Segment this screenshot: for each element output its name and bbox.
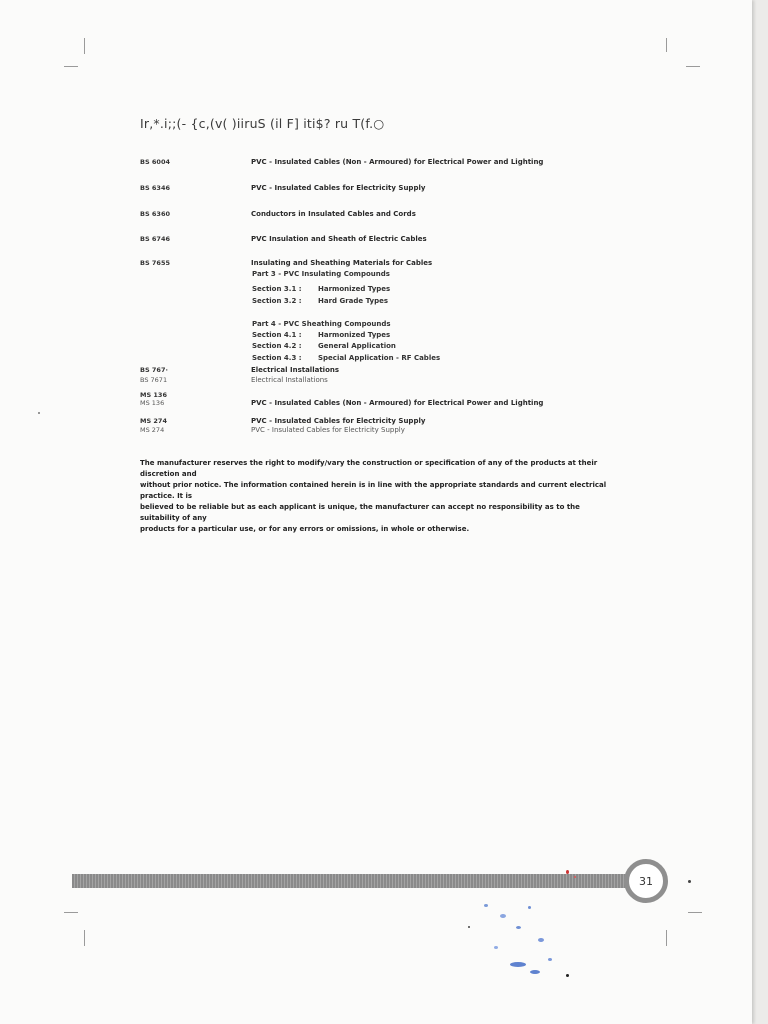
standard-description: Electrical Installations [251,366,340,374]
standard-description: Insulating and Sheathing Materials for Cables [251,259,433,267]
ink-speck [566,974,569,977]
standard-description: PVC - Insulated Cables for Electricity Supply [251,417,426,425]
subsection-label: Section 4.1 : [252,331,302,339]
standard-description: PVC Insulation and Sheath of Electric Cables [251,235,427,243]
subsection-label: Section 4.3 : [252,354,302,362]
standard-description: PVC - Insulated Cables for Electricity Supply [251,426,405,434]
ink-speck [548,958,552,961]
crop-mark [84,38,85,54]
subsection-label: Section 3.1 : [252,285,302,293]
crop-mark [688,912,702,913]
standard-code: BS 6360 [140,210,170,218]
page-number: 31 [639,874,653,888]
standard-description: PVC - Insulated Cables (Non - Armoured) for Electrical Power and Lighting [251,399,544,407]
standard-code: MS 274 [140,426,165,434]
disclaimer-line: products for a particular use, or for any errors or omissions, in whole or otherwise. [140,525,470,533]
crop-mark [84,930,85,946]
disclaimer-line: The manufacturer reserves the right to modify/vary the construction or specification of any of the products at their discretion and [140,459,598,478]
standard-description: Conductors in Insulated Cables and Cords [251,210,416,218]
crop-mark [666,930,667,946]
standard-description: Electrical Installations [251,376,328,384]
crop-mark [64,66,78,67]
subsection-value: Harmonized Types [318,285,391,293]
subsection-label: Section 4.2 : [252,342,302,350]
ink-speck [528,906,531,909]
standard-code: MS 136 [140,399,165,407]
subsection-value: Special Application - RF Cables [318,354,441,362]
ink-speck [516,926,521,929]
disclaimer [140,458,608,535]
standard-description: PVC - Insulated Cables for Electricity Supply [251,184,426,192]
ink-speck [688,880,691,883]
crop-mark [64,912,78,913]
page-number-badge [624,859,668,903]
page-title: Ir,*.i;;(- {c,(v( )iiruS (il F] iti$? ru T(f.○ [140,116,385,131]
ink-speck [494,946,498,949]
crop-mark [686,66,700,67]
standard-description: PVC - Insulated Cables (Non - Armoured) for Electrical Power and Lighting [251,158,544,166]
crop-mark [666,38,667,52]
standard-code: BS 7655 [140,259,170,267]
ink-speck [566,870,569,874]
standard-code: MS 136 [140,391,167,399]
document-page: Ir,*.i;;(- {c,(v( )iiruS (il F] iti$? ru T(f.○ BS 6004 PVC - Insulated Cables (Non - Armoured) for Electrical Power and Lighting BS 6346 PVC - Insulated Cables for Electricity Supply BS 6360 Conductors in Insulated Cables and Cords BS 6746 PVC Insulation and Sheath of Electric Cables BS 7655 Insulating and Sheathing Materials for Cables Part 3 - PVC Insulating Compounds Section 3.1 : Harmonized Types Section 3.2 : Hard Grade Types Part 4 - PVC Sheathing Compounds Section 4.1 : Harmonized Types Section 4.2 : General Application Section 4.3 : Special Application - RF Cables BS 767· Electrical Installations BS 7671 Electrical Installations MS 136 MS 136 PVC - Insulated Cables (Non - Armoured) for Electrical Power and Lighting MS 274 PVC - Insulated Cables for Electricity Supply MS 274 PVC - Insulated Cables for Electricity Supply The manufacturer reserves the right to modify/vary the construction or specification of any of the products at their discretion and without prior notice. The information contained herein is in line with the appropriate standards and current electrical practice. It is believed to be reliable but as each applicant is unique, the manufacturer can accept no responsibility as to the suitability of any products for a particular use, or for any errors or omissions, in whole or otherwise. 31 [0,0,752,1024]
standard-code: BS 6746 [140,235,170,243]
ink-speck [530,970,540,974]
subsection-value: Hard Grade Types [318,297,389,305]
disclaimer-line: without prior notice. The information contained herein is in line with the appropriate standards and current electrical practice. It is [140,481,607,500]
standard-code: BS 6346 [140,184,170,192]
ink-speck [484,904,488,907]
ink-speck [538,938,544,942]
standard-code: BS 6004 [140,158,170,166]
standard-code: MS 274 [140,417,167,425]
subsection-label: Section 3.2 : [252,297,302,305]
ink-speck [510,962,526,967]
standard-code: BS 767· [140,366,168,374]
subsection-value: Harmonized Types [318,331,391,339]
ink-speck [574,876,576,878]
ink-speck [38,412,40,414]
subsection-value: General Application [318,342,396,350]
footer-bar [72,874,628,888]
disclaimer-line: believed to be reliable but as each applicant is unique, the manufacturer can accept no responsibility as to the suitability of any [140,503,580,522]
ink-speck [500,914,506,918]
ink-speck [468,926,470,928]
standard-code: BS 7671 [140,376,168,384]
